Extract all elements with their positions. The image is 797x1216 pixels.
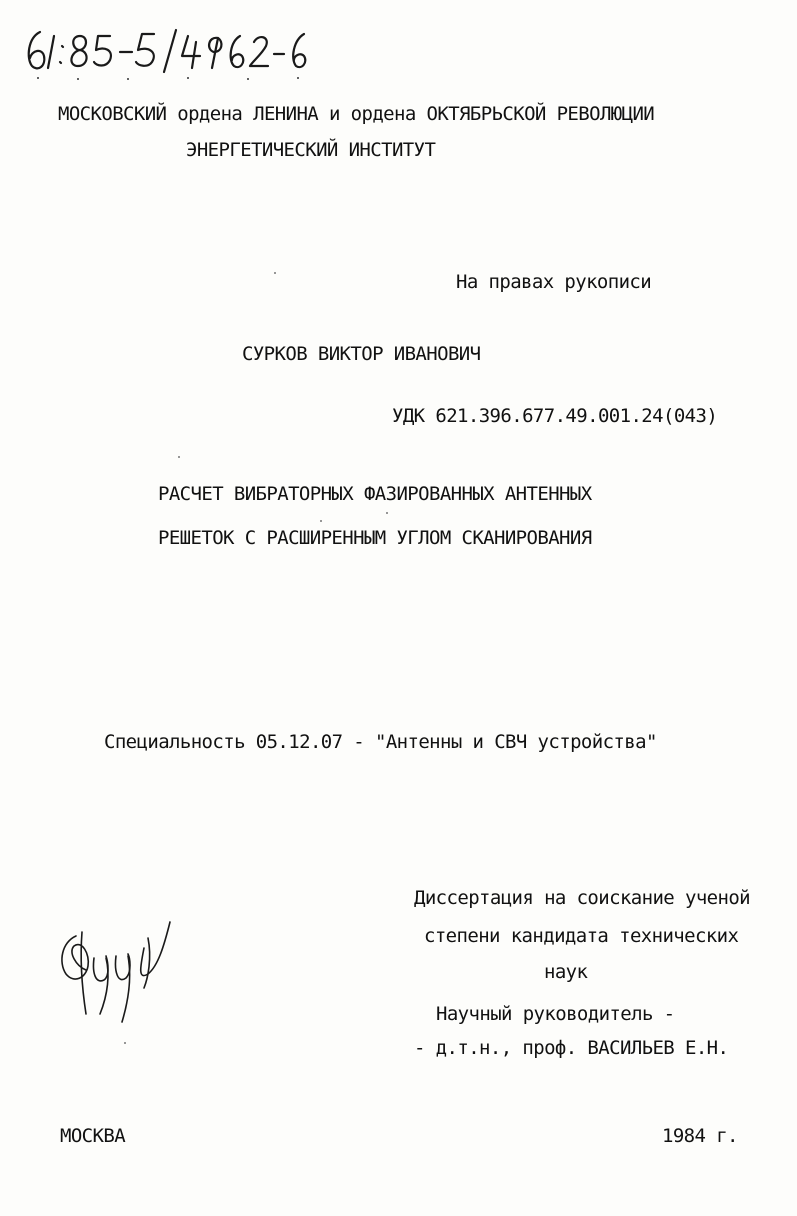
dissertation-line-3: наук (544, 961, 588, 983)
author-name: СУРКОВ ВИКТОР ИВАНОВИЧ (242, 343, 481, 365)
udc-code: УДК 621.396.677.49.001.24(043) (392, 405, 718, 427)
scan-speck (320, 520, 322, 522)
institute-line-1: МОСКОВСКИЙ ордена ЛЕНИНА и ордена ОКТЯБРЬСКОЙ РЕВОЛЮЦИИ (58, 103, 655, 125)
handwritten-archive-mark (18, 22, 318, 82)
scan-speck (274, 272, 276, 274)
institute-line-2: ЭНЕРГЕТИЧЕСКИЙ ИНСТИТУТ (186, 139, 436, 161)
title-line-1: РАСЧЕТ ВИБРАТОРНЫХ ФАЗИРОВАННЫХ АНТЕННЫХ (158, 483, 592, 505)
dissertation-line-2: степени кандидата технических (424, 925, 739, 947)
footer-year: 1984 г. (662, 1125, 738, 1147)
scan-speck (386, 512, 388, 514)
scan-speck (124, 1042, 126, 1044)
scan-speck (178, 456, 180, 458)
footer-city: МОСКВА (60, 1125, 126, 1147)
title-line-2: РЕШЕТОК С РАСШИРЕННЫМ УГЛОМ СКАНИРОВАНИЯ (158, 527, 592, 549)
supervisor-line-1: Научный руководитель - (436, 1003, 675, 1025)
dissertation-line-1: Диссертация на соискание ученой (414, 887, 751, 909)
specialty: Специальность 05.12.07 - "Антенны и СВЧ устройства" (104, 731, 657, 753)
supervisor-line-2: - д.т.н., проф. ВАСИЛЬЕВ Е.Н. (414, 1037, 729, 1059)
manuscript-rights: На правах рукописи (456, 271, 652, 293)
handwritten-signature (52, 918, 182, 1038)
